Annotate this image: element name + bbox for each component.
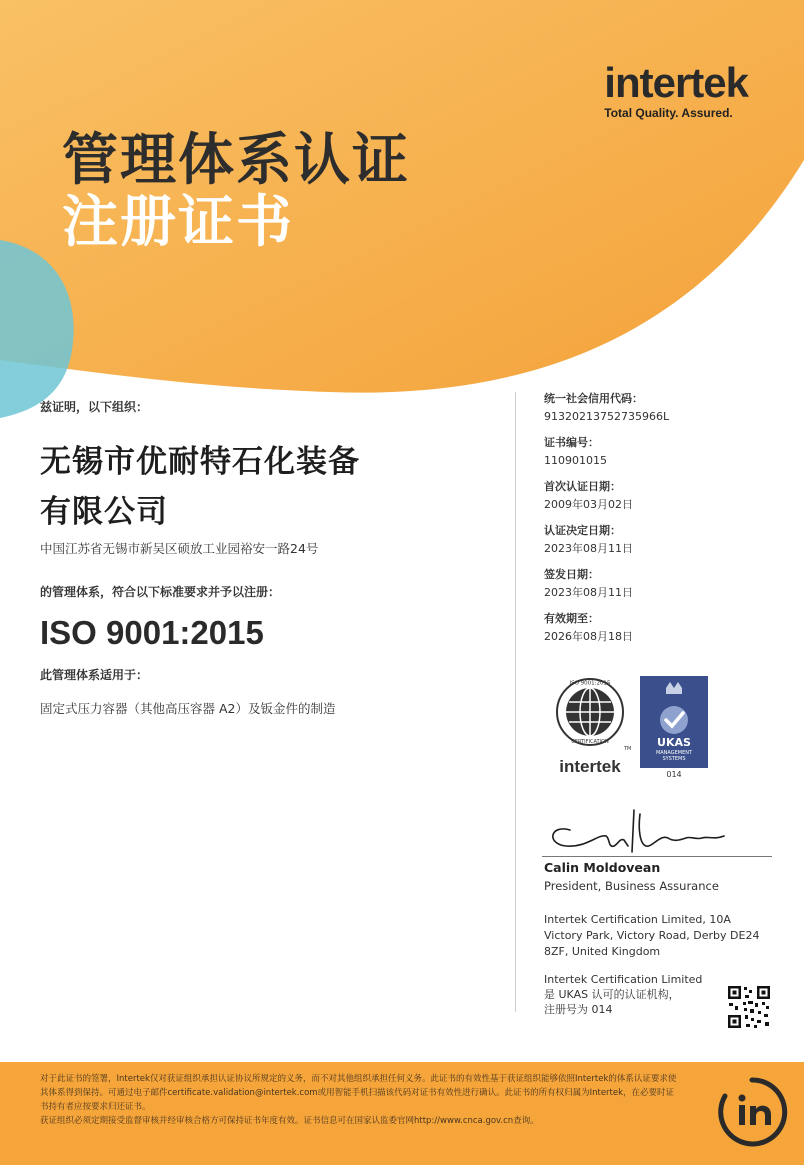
organization-name [40,437,500,537]
intertek-logo [604,59,748,120]
certificate-title-line2: 注册证书 [62,190,294,255]
detail-value: 2023年08月11日 [544,542,633,555]
detail-label: 有效期至： [544,612,599,625]
detail-value: 2026年08月18日 [544,630,633,643]
signer-role: President, Business Assurance [544,879,719,893]
signer-name: Calin Moldovean [544,860,661,875]
iso-ring-text: ISO 9001:2015 [569,680,611,687]
ukas-logo [640,676,708,779]
detail-label: 认证决定日期： [544,524,621,537]
mark-brand-text: intertek [559,757,621,776]
logo-tagline: Total Quality. Assured. [604,106,733,120]
ukas-number: 014 [666,770,682,779]
detail-issue-date [544,568,784,602]
detail-credit-code [544,392,784,426]
footer-text-2: 获证组织必须定期接受监督审核并经审核合格方可保持证书年度有效。证书信息可在国家认监委官网http://www.cnca.gov.cn查询。 [40,1116,539,1126]
detail-certificate-number [544,436,784,470]
scope-label: 此管理体系适用于： [40,668,149,682]
issuer-address: Intertek Certification Limited, 10A Victory Park, Victory Road, Derby DE24 8ZF, United Kingdom [544,913,760,958]
logo-wordmark: intertek [604,59,748,106]
footer-band [0,1062,804,1165]
scope-text: 固定式压力容器（其他高压容器 A2）及钣金件的制造 [40,701,336,716]
footer-text [40,1072,680,1128]
detail-label: 证书编号： [544,436,599,449]
accreditation-line3: 注册号为 014 [544,1003,613,1016]
detail-decision-date [544,524,784,558]
detail-value: 2009年03月02日 [544,498,633,511]
organization-address: 中国江苏省无锡市新吴区硕放工业园裕安一路24号 [40,541,319,556]
signature-line [542,856,772,857]
qr-code-icon [726,984,772,1030]
detail-value: 91320213752735966L [544,410,670,423]
ukas-sub2-text: SYSTEMS [662,756,686,762]
detail-label: 签发日期： [544,568,599,581]
accreditation-text [544,972,714,1017]
footer-text-1: 对于此证书的签署，Intertek仅对获证组织承担认证协议所规定的义务，而不对其他组织承担任何义务。此证书的有效性基于获证组织能够依照Intertek的体系认证要求使其体系得到保持。可通过电子邮件certificate.validation@intertek.com或用智能手机扫描该代码对证书有效性进行确认。此证书的所有权归属为Intertek，在必要时证书持有者应按要求归还证书。 [40,1074,677,1112]
signer-block [544,860,719,893]
standard-name: ISO 9001:2015 [40,614,264,651]
detail-label: 统一社会信用代码： [544,392,643,405]
certificate-body [40,398,500,717]
column-divider [515,392,516,1012]
accreditation-line1: Intertek Certification Limited [544,973,703,986]
intro-text: 兹证明，以下组织： [40,400,149,414]
globe-certification-icon [552,676,636,776]
intertek-in-badge-icon [716,1076,788,1148]
ukas-sub1-text: MANAGEMENT [655,750,693,756]
certificate-title-line1: 管理体系认证 [62,128,410,193]
detail-expiry-date [544,612,784,646]
accreditation-line2: 是 UKAS 认可的认证机构， [544,988,680,1001]
organization-name-line2: 有限公司 [40,494,168,530]
compliance-text: 的管理体系，符合以下标准要求并予以注册： [40,585,281,599]
detail-value: 110901015 [544,454,607,467]
trademark-text: TM [624,746,632,752]
ukas-text: UKAS [657,736,691,749]
signature-image [540,800,740,864]
organization-name-line1: 无锡市优耐特石化装备 [40,444,360,480]
certification-ring-text: CERTIFICATION [571,739,609,745]
detail-value: 2023年08月11日 [544,586,633,599]
detail-label: 首次认证日期： [544,480,621,493]
certificate-details [544,392,784,656]
detail-initial-date [544,480,784,514]
